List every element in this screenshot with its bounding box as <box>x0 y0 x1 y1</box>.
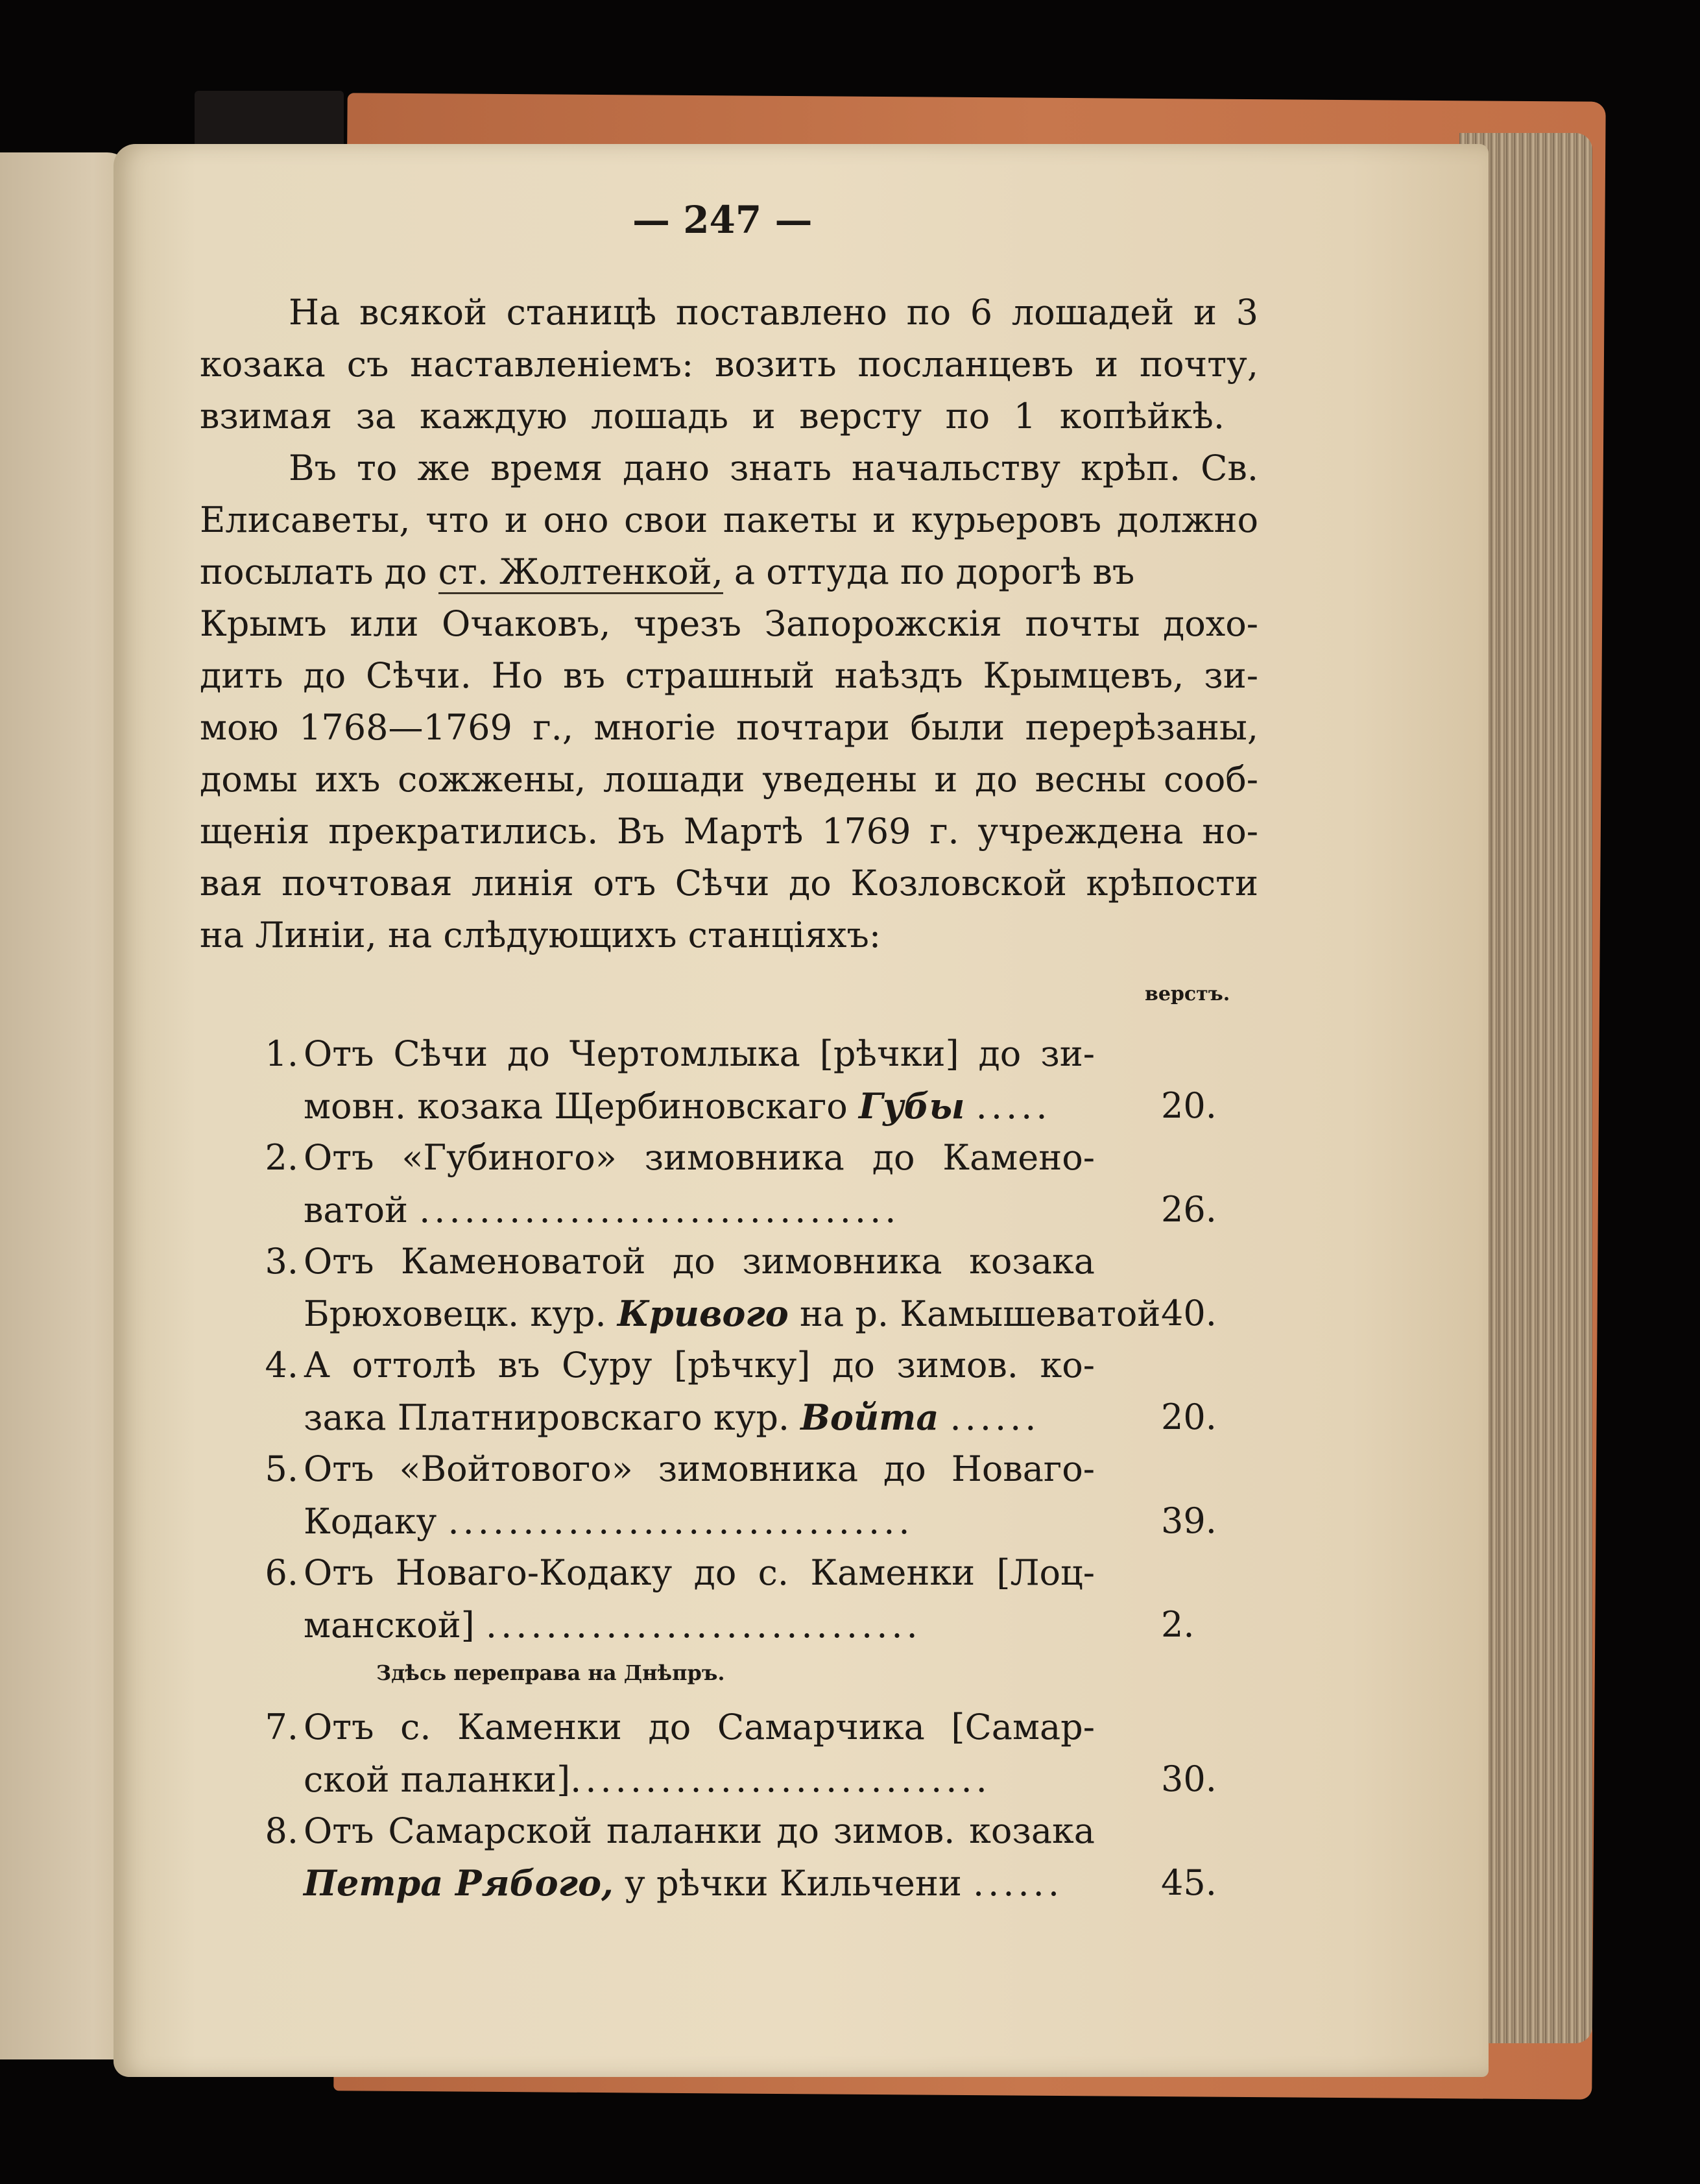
text-segment: манской] <box>304 1605 486 1646</box>
paragraph-2-line: Крымъ или Очаковъ, чрезъ Запорожскія почты дохо- <box>200 603 1258 644</box>
text-segment: а оттуда по дорогѣ въ <box>723 551 1135 592</box>
station-distance: 39. <box>1161 1500 1217 1541</box>
station-entry <box>240 1343 1226 1440</box>
text-segment: мовн. козака Щербиновскаго <box>304 1086 859 1127</box>
station-entry <box>240 1031 1226 1129</box>
station-number: 7. <box>265 1707 298 1747</box>
underlined-station-name: ст. Жолтенкой, <box>438 551 723 594</box>
station-entry <box>240 1239 1226 1336</box>
station-number: 2. <box>265 1137 298 1178</box>
paragraph-1-line: козака съ наставленіемъ: возить посланцевъ и почту, <box>200 344 1258 385</box>
station-distance: 40. <box>1161 1293 1217 1334</box>
station-number: 8. <box>265 1810 298 1851</box>
station-route-line <box>304 1291 1161 1337</box>
station-route-line <box>304 1498 1095 1544</box>
station-entry <box>240 1705 1226 1802</box>
paragraph-2-line: Въ то же время дано знать начальству крѣп. Св. <box>289 448 1258 488</box>
station-entry <box>240 1808 1226 1906</box>
leader-dots: ................................ <box>419 1190 900 1230</box>
italic-name: Войта <box>800 1397 939 1438</box>
leader-dots: ...... <box>950 1397 1040 1438</box>
paragraph-2-line: Елисаветы, что и оно свои пакеты и курьеровъ должно <box>200 499 1258 540</box>
station-route-line <box>304 1395 1095 1441</box>
leader-dots: ............................. <box>485 1605 922 1646</box>
text-segment: ской паланки] <box>304 1759 571 1800</box>
station-entry <box>240 1446 1226 1544</box>
paragraph-2-line: на Линіи, на слѣдующихъ станціяхъ: <box>200 915 881 955</box>
paragraph-2-line: домы ихъ сожжены, лошади уведены и до весны сооб- <box>200 759 1258 800</box>
italic-name: Губы <box>858 1085 965 1127</box>
text-segment: на р. Камышеватой <box>788 1293 1161 1334</box>
text-segment: Кодаку <box>304 1501 448 1542</box>
station-route-line: А оттолѣ въ Суру [рѣчку] до зимов. ко- <box>304 1345 1095 1386</box>
station-distance: 30. <box>1161 1758 1217 1799</box>
text-segment: Брюховецк. кур. <box>304 1293 617 1334</box>
station-route-line: Отъ Новаго-Кодаку до с. Каменки [Лоц- <box>304 1552 1095 1593</box>
station-number: 3. <box>265 1241 298 1282</box>
station-route-line: Отъ Каменоватой до зимовника козака <box>304 1241 1095 1282</box>
station-distance: 20. <box>1161 1085 1217 1126</box>
text-segment: зака Платнировскаго кур. <box>304 1397 801 1438</box>
station-distance: 26. <box>1161 1189 1217 1230</box>
paragraph-2-line: щенія прекратились. Въ Мартѣ 1769 г. учреждена но- <box>200 811 1258 852</box>
station-route-line <box>304 1860 1095 1906</box>
paragraph-2-line: дить до Сѣчи. Но въ страшный наѣздъ Крымцевъ, зи- <box>200 655 1258 696</box>
station-route-line <box>304 1757 1095 1803</box>
station-distance: 20. <box>1161 1397 1217 1437</box>
station-route-line: Отъ с. Каменки до Самарчика [Самар- <box>304 1707 1095 1747</box>
paragraph-1-line: На всякой станицѣ поставлено по 6 лошадей и 3 <box>289 292 1258 333</box>
leader-dots: ............................ <box>570 1759 991 1800</box>
page-number: — 247 — <box>632 198 813 242</box>
station-entry <box>240 1135 1226 1232</box>
station-distance: 2. <box>1161 1604 1195 1645</box>
paragraph-1-line: взимая за каждую лошадь и версту по 1 копѣйкѣ. <box>200 396 1225 437</box>
station-number: 4. <box>265 1345 298 1386</box>
station-number: 6. <box>265 1552 298 1593</box>
station-route-line: Отъ Сѣчи до Чертомлыка [рѣчки] до зи- <box>304 1033 1095 1074</box>
ferry-note: Здѣсь переправа на Днѣпръ. <box>376 1661 725 1685</box>
station-number: 5. <box>265 1448 298 1489</box>
station-route-line <box>304 1083 1095 1129</box>
station-route-line: Отъ «Губиного» зимовника до Камено- <box>304 1137 1095 1178</box>
station-entry <box>240 1550 1226 1648</box>
italic-name: Кривого <box>617 1293 789 1334</box>
station-route-line: Отъ Самарской паланки до зимов. козака <box>304 1810 1095 1851</box>
paragraph-2-line <box>200 549 1258 595</box>
station-route-line <box>304 1602 1095 1648</box>
station-route-line <box>304 1187 1095 1233</box>
text-segment: посылать до <box>200 551 438 592</box>
italic-name: Петра Рябого, <box>304 1862 614 1904</box>
paragraph-2-line: мою 1768—1769 г., многіе почтари были перерѣзаны, <box>200 707 1258 748</box>
station-route-line: Отъ «Войтового» зимовника до Новаго- <box>304 1448 1095 1489</box>
leader-dots: ..... <box>976 1086 1051 1127</box>
leader-dots: ...... <box>973 1863 1063 1904</box>
text-segment: ватой <box>304 1190 420 1230</box>
text-segment: у рѣчки Кильчени <box>613 1863 973 1904</box>
station-distance: 45. <box>1161 1862 1217 1903</box>
distance-unit-label: верстъ. <box>1145 983 1230 1005</box>
paragraph-2-line: вая почтовая линія отъ Сѣчи до Козловской крѣпости <box>200 863 1258 904</box>
station-number: 1. <box>265 1033 298 1074</box>
leader-dots: ............................... <box>448 1501 914 1542</box>
